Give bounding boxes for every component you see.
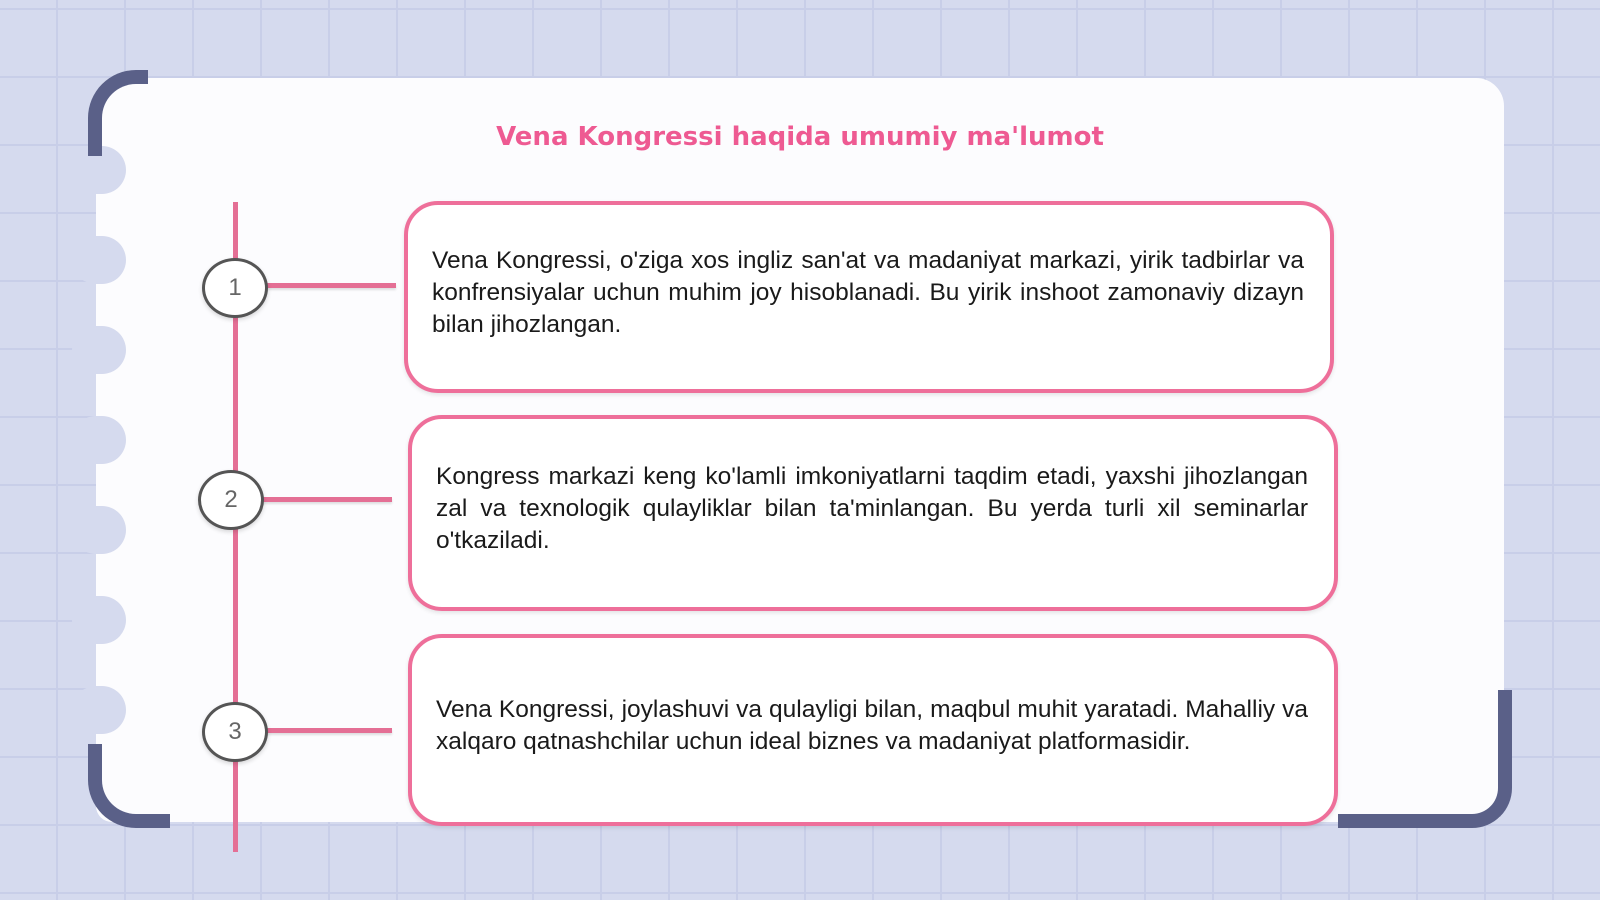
info-card-2 — [408, 415, 1338, 611]
info-card-text: Vena Kongressi, joylashuvi va qulayligi bilan, maqbul muhit yaratadi. Mahalliy va xalqaro qatnashchilar uchun ideal biznes va madaniyat platformasidir. — [436, 696, 1308, 755]
timeline-connector — [266, 283, 396, 288]
timeline-connector — [266, 728, 392, 733]
paper-notch — [72, 596, 126, 644]
slide-title: Vena Kongressi haqida umumiy ma'lumot — [496, 122, 1104, 152]
step-number-1: 1 — [202, 258, 268, 318]
paper-notch — [72, 416, 126, 464]
paper-notch — [72, 506, 126, 554]
paper-notch — [72, 686, 126, 734]
timeline-connector — [262, 497, 392, 502]
paper-notch — [72, 236, 126, 284]
info-card-text: Kongress markazi keng ko'lamli imkoniyatlarni taqdim etadi, yaxshi jihozlangan zal va texnologik qulayliklar bilan ta'minlangan. Bu yerda turli xil seminarlar o'tkaziladi. — [436, 463, 1308, 554]
corner-bracket-bottom-right — [1338, 690, 1512, 828]
info-card-text: Vena Kongressi, o'ziga xos ingliz san'at va madaniyat markazi, yirik tadbirlar va konfrensiyalar uchun muhim joy hisoblanadi. Bu yirik inshoot zamonaviy dizayn bilan jihozlangan. — [432, 247, 1304, 338]
paper-notch — [72, 326, 126, 374]
step-number-2: 2 — [198, 470, 264, 530]
info-card-1 — [404, 201, 1334, 393]
info-card-3 — [408, 634, 1338, 826]
step-number-3: 3 — [202, 702, 268, 762]
